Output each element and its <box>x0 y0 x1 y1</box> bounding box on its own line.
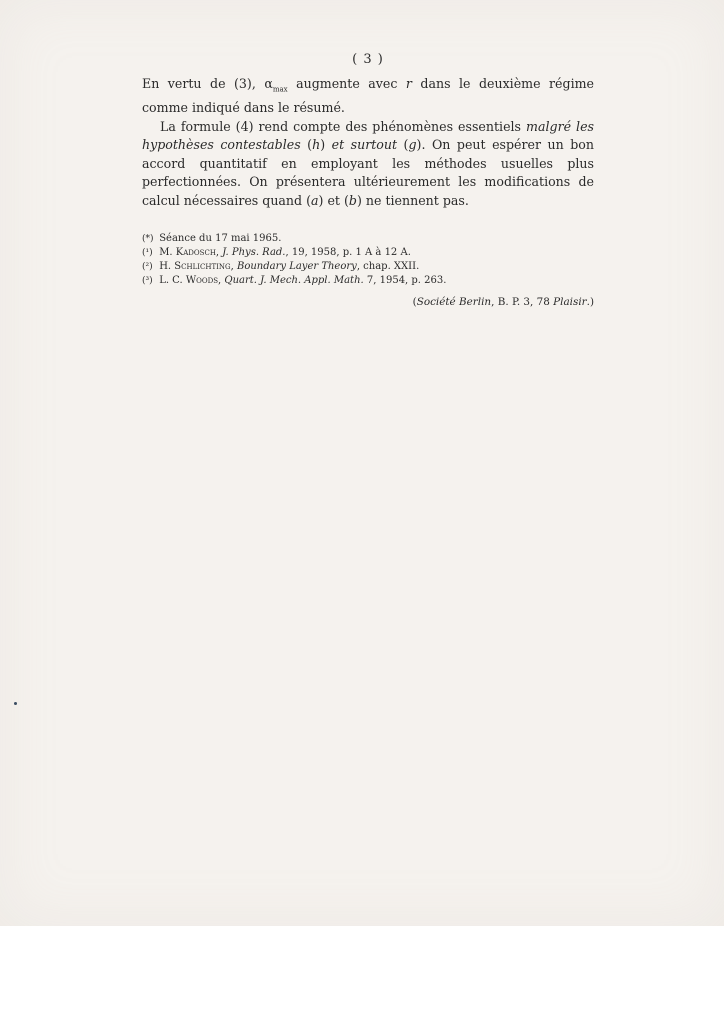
p2-text-5: ). On peut espérer un bon accord quantitatif en employant les méthodes usuelles plus perfectionnées. On présentera ultérieurement les modifications de calcul nécessaires quand ( <box>142 137 594 208</box>
footnote-2 <box>142 260 594 274</box>
p2-var-b: b <box>348 192 357 208</box>
footnote-sep: , <box>230 261 237 273</box>
affiliation-signature <box>142 296 594 308</box>
page-number: ( 3 ) <box>352 52 384 67</box>
p2-text-4: ( <box>397 137 409 153</box>
signature-middle: , B. P. 3, 78 <box>491 296 554 309</box>
p2-var-a: a <box>311 192 319 208</box>
footnote-sep: , <box>218 275 225 287</box>
footnote-mark: (²) <box>142 262 153 273</box>
p1-text-2: augmente avec <box>287 76 406 91</box>
footnote-journal: Boundary Layer Theory <box>236 261 357 273</box>
footnote-author: M. Kadosch <box>159 247 216 259</box>
p2-text-6: ) et ( <box>318 192 349 208</box>
p2-text-2: ( <box>300 137 313 153</box>
footnote-mark: (¹) <box>142 248 153 259</box>
signature-name: Société Berlin <box>416 296 492 309</box>
paragraph-1 <box>142 75 594 118</box>
paragraph-2 <box>142 118 594 211</box>
page-content <box>142 52 594 318</box>
p2-var-h: h <box>312 137 321 153</box>
footnote-rest: , 19, 1958, p. 1 A à 12 A. <box>285 247 411 259</box>
footnote-journal: J. Phys. Rad. <box>222 247 286 259</box>
footnote-mark: (³) <box>142 276 153 287</box>
ink-speck <box>14 702 17 705</box>
signature-close: .) <box>586 296 594 309</box>
footnote-1 <box>142 246 594 260</box>
p1-variable: r <box>405 76 412 91</box>
p1-text-3: dans le deuxième régime comme indiqué dans le résumé. <box>142 76 594 116</box>
footnote-rest: 7, 1954, p. 263. <box>363 275 447 287</box>
p2-var-g: g <box>408 137 417 153</box>
p1-text-1: En vertu de (3), α <box>142 76 273 91</box>
p2-text-7: ) ne tiennent pas. <box>356 192 469 208</box>
p2-text-3: ) <box>320 137 332 153</box>
footnote-text: Séance du 17 mai 1965. <box>159 233 282 245</box>
footnote-3 <box>142 274 594 288</box>
footnotes <box>142 232 594 288</box>
signature-place: Plaisir <box>553 296 587 309</box>
footnote-journal: Quart. J. Mech. Appl. Math. <box>224 275 364 287</box>
p2-emphasis-2: et surtout <box>331 137 398 153</box>
footnote-session <box>142 232 594 246</box>
footnote-sep: , <box>215 247 223 259</box>
footnote-author: H. Schlichting <box>159 261 231 273</box>
p2-emphasis-1: malgré les hypothèses contestables <box>142 118 594 153</box>
p1-subscript: max <box>272 85 288 94</box>
p2-text-1: La formule (4) rend compte des phénomènes essentiels <box>160 118 527 134</box>
footnote-rest: , chap. XXII. <box>356 261 420 273</box>
footnote-author: L. C. Woods <box>159 275 219 287</box>
footnote-mark: (*) <box>142 234 154 245</box>
signature-open: ( <box>412 296 417 309</box>
